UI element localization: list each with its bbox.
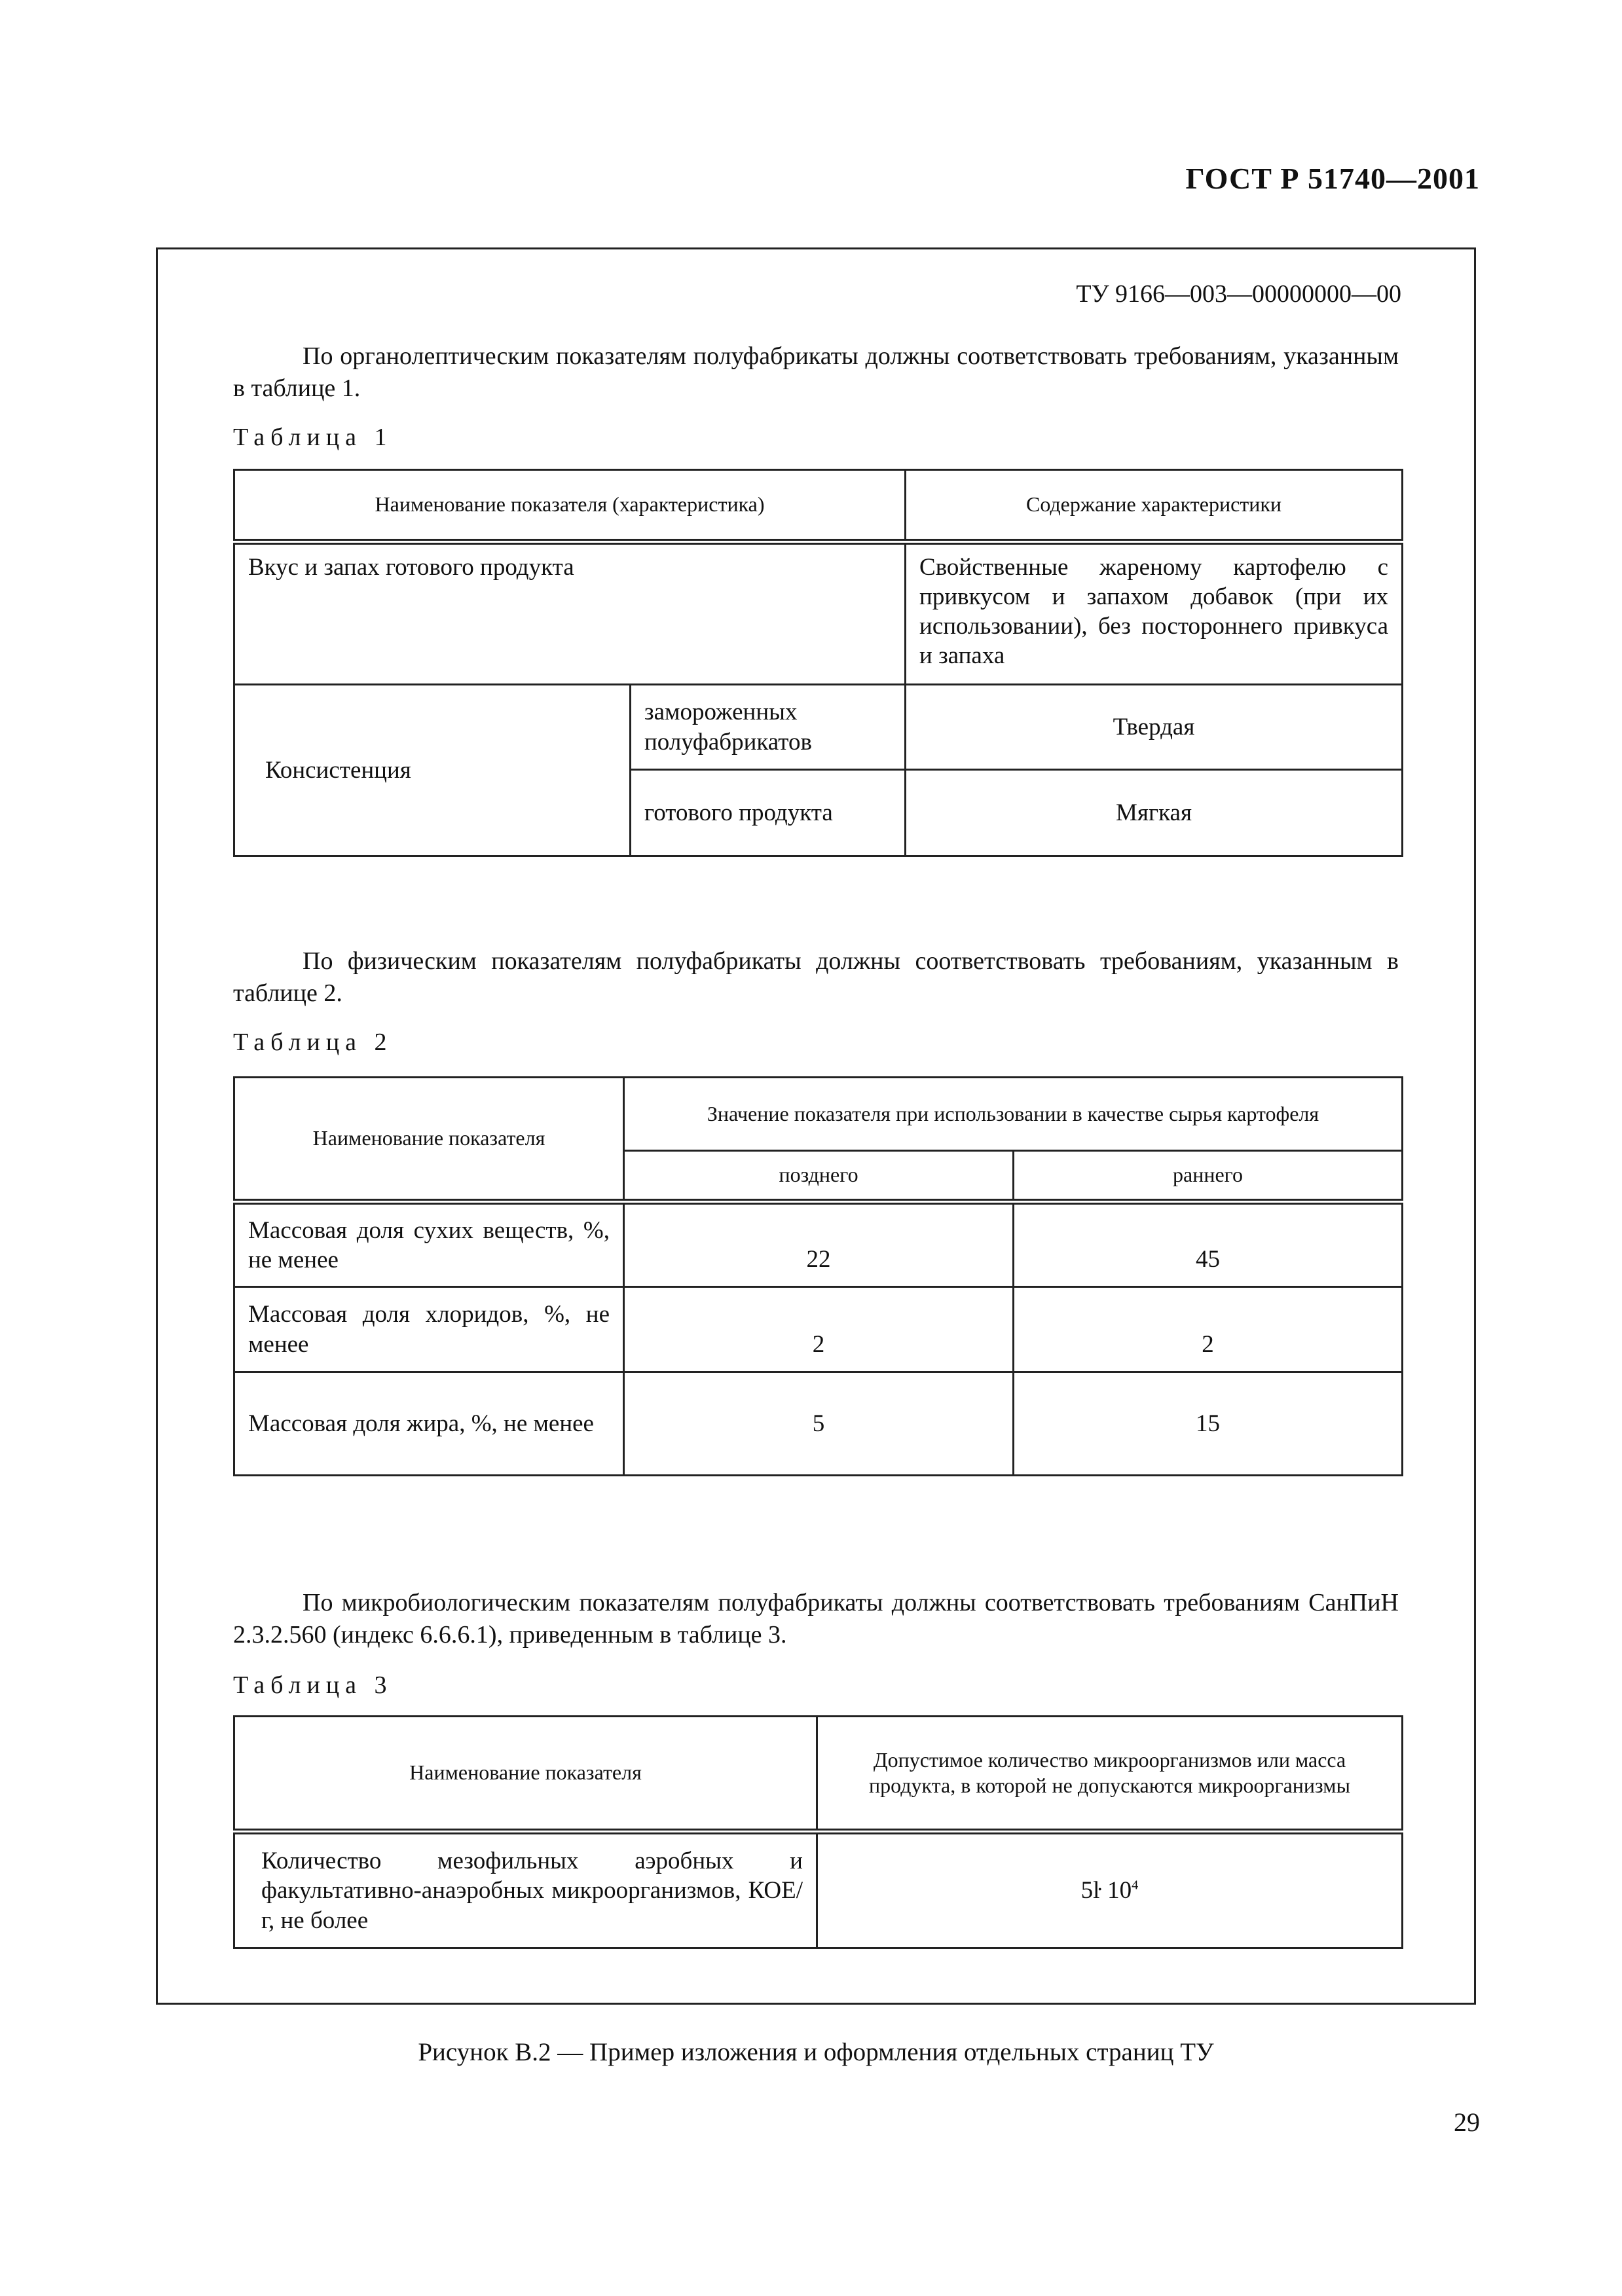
table2-caption: Таблица 2: [233, 1029, 393, 1056]
table1-row2-sub1: замороженных полуфабрикатов: [631, 685, 906, 770]
table2-header-name: Наименование показателя: [234, 1078, 624, 1202]
table-3: [233, 1715, 1403, 1949]
table3-header-allowed: Допустимое количество микроорганизмов или масса продукта, в которой не допускаются микроорганизмы: [817, 1717, 1403, 1832]
page-number: 29: [1454, 2107, 1480, 2137]
table2-row2-early: 2: [1014, 1287, 1403, 1372]
table2-row3-name: Массовая доля жира, %, не менее: [234, 1372, 624, 1476]
table3-caption: Таблица 3: [233, 1671, 393, 1699]
paragraph-organoleptic: По органолептическим показателям полуфабрикаты должны соответствовать требованиям, указанным в таблице 1.: [233, 342, 1399, 403]
table2-row2-name: Массовая доля хлоридов, %, не менее: [234, 1287, 624, 1372]
table1-row2-val2: Мягкая: [906, 770, 1403, 856]
table3-row1-value: 5ŀ $10^4$: [817, 1832, 1403, 1948]
table2-row1-late: 22: [624, 1202, 1014, 1287]
table2-row3-late: 5: [624, 1372, 1014, 1476]
paragraph-physical: По физическим показателям полуфабрикаты должны соответствовать требованиям, указанным в таблице 2.: [233, 947, 1399, 1008]
document-code: ТУ 9166—003—00000000—00: [1076, 280, 1401, 308]
table1-row2-val1: Твердая: [906, 685, 1403, 770]
paragraph-microbiological: По микробиологическим показателям полуфабрикаты должны соответствовать требованиям СанПиН 2.3.2.560 (индекс 6.6.6.1), приведенным в таблице 3.: [233, 1589, 1399, 1649]
table1-row1-value: Свойственные жареному картофелю с привкусом и запахом добавок (при их использовании), без постороннего привкуса и запаха: [906, 542, 1403, 685]
table2-header-early: раннего: [1014, 1151, 1403, 1202]
table-1: [233, 469, 1403, 857]
table1-header-name: Наименование показателя (характеристика): [234, 470, 906, 542]
figure-caption: Рисунок В.2 — Пример изложения и оформления отдельных страниц ТУ: [418, 2038, 1214, 2066]
table2-header-group: Значение показателя при использовании в качестве сырья картофеля: [624, 1078, 1403, 1151]
table1-header-content: Содержание характеристики: [906, 470, 1403, 542]
table1-row2-name: Консистенция: [234, 685, 631, 856]
table2-row1-name: Массовая доля сухих веществ, %, не менее: [234, 1202, 624, 1287]
table3-header-name: Наименование показателя: [234, 1717, 817, 1832]
table2-header-late: позднего: [624, 1151, 1014, 1202]
table2-row2-late: 2: [624, 1287, 1014, 1372]
table2-row1-early: 45: [1014, 1202, 1403, 1287]
table2-row3-early: 15: [1014, 1372, 1403, 1476]
table-2: [233, 1076, 1403, 1476]
table1-row2-sub2: готового продукта: [631, 770, 906, 856]
table1-caption: Таблица 1: [233, 424, 393, 451]
table1-row1-name: Вкус и запах готового продукта: [234, 542, 906, 685]
table3-row1-name: Количество мезофильных аэробных и факультативно-анаэробных микроорганизмов, КОЕ/г, не более: [234, 1832, 817, 1948]
standard-header: ГОСТ Р 51740—2001: [1185, 162, 1480, 195]
